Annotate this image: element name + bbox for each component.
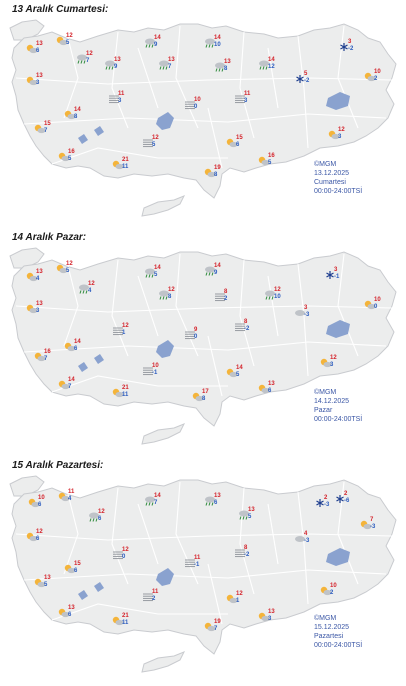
min-temp: 9 [214, 270, 218, 276]
max-temp: 12 [36, 529, 43, 535]
min-temp: 3 [36, 80, 40, 86]
max-temp: 14 [268, 57, 275, 63]
map-credit [314, 160, 362, 196]
max-temp: 16 [68, 149, 75, 155]
max-temp: 14 [214, 35, 221, 41]
forecast-marker [58, 149, 76, 164]
credit-date: 15.12.2025 [314, 624, 350, 631]
max-temp: 10 [330, 583, 337, 589]
max-temp: 14 [74, 107, 81, 113]
max-temp: 14 [154, 35, 161, 41]
forecast-marker [142, 589, 160, 604]
min-temp: 7 [86, 58, 90, 64]
min-temp: 5 [268, 160, 272, 166]
max-temp: 10 [38, 495, 45, 501]
max-temp: 7 [370, 517, 374, 523]
forecast-marker [34, 349, 52, 364]
max-temp: 11 [118, 91, 125, 97]
forecast-marker [258, 381, 276, 396]
forecast-marker [204, 165, 222, 180]
forecast-marker [104, 57, 122, 72]
min-temp: -1 [334, 274, 340, 280]
min-temp: 12 [268, 64, 275, 70]
min-temp: 3 [268, 616, 272, 622]
forecast-marker [184, 555, 202, 570]
max-temp: 14 [154, 493, 161, 499]
min-temp: 5 [68, 156, 72, 162]
min-temp: -6 [344, 498, 350, 504]
max-temp: 13 [224, 59, 231, 65]
min-temp: 6 [74, 346, 78, 352]
forecast-marker [144, 493, 162, 508]
max-temp: 4 [304, 531, 308, 537]
min-temp: -2 [244, 326, 250, 332]
min-temp: 6 [36, 536, 40, 542]
forecast-marker [226, 365, 244, 380]
credit-period: 00:00-24:00TSİ [314, 642, 363, 649]
forecast-marker [64, 107, 82, 122]
cyprus-island [142, 196, 184, 216]
map-credit [314, 614, 362, 650]
min-temp: 1 [236, 598, 240, 604]
forecast-marker [58, 377, 76, 392]
max-temp: 12 [98, 509, 105, 515]
forecast-marker [234, 91, 252, 106]
forecast-panel-2 [0, 228, 406, 456]
min-temp: -3 [370, 524, 376, 530]
credit-day: Pazartesi [314, 633, 344, 640]
max-temp: 13 [114, 57, 121, 63]
max-temp: 15 [74, 561, 81, 567]
max-temp: 10 [152, 363, 159, 369]
forecast-marker [294, 305, 312, 320]
max-temp: 15 [236, 135, 243, 141]
forecast-marker [226, 591, 244, 606]
forecast-marker [142, 135, 160, 150]
max-temp: 2 [324, 495, 328, 501]
forecast-marker [264, 287, 282, 302]
min-temp: 6 [68, 612, 72, 618]
forecast-marker [320, 355, 338, 370]
min-temp: 0 [122, 554, 126, 560]
max-temp: 19 [214, 165, 221, 171]
max-temp: 12 [236, 591, 243, 597]
panel-title: 13 Aralık Cumartesi: [12, 4, 109, 15]
credit-org: ©MGM [314, 161, 337, 168]
max-temp: 14 [154, 265, 161, 271]
forecast-marker [34, 575, 52, 590]
max-temp: 8 [244, 319, 248, 325]
max-temp: 13 [248, 507, 255, 513]
min-temp: 10 [214, 42, 221, 48]
max-temp: 10 [374, 297, 381, 303]
min-temp: 6 [74, 568, 78, 574]
forecast-marker [158, 287, 176, 302]
max-temp: 17 [202, 389, 209, 395]
min-temp: 5 [248, 514, 252, 520]
min-temp: -3 [324, 502, 330, 508]
max-temp: 12 [338, 127, 345, 133]
forecast-panel-3 [0, 456, 406, 684]
max-temp: 10 [374, 69, 381, 75]
max-temp: 15 [44, 121, 51, 127]
forecast-marker [364, 297, 382, 312]
min-temp: 2 [330, 590, 334, 596]
max-temp: 13 [268, 381, 275, 387]
max-temp: 10 [194, 97, 201, 103]
min-temp: 4 [36, 276, 40, 282]
min-temp: 6 [236, 142, 240, 148]
forecast-marker [328, 127, 346, 142]
min-temp: 9 [154, 42, 158, 48]
forecast-marker [26, 41, 44, 56]
min-temp: 10 [274, 294, 281, 300]
forecast-marker [324, 267, 342, 282]
max-temp: 11 [152, 589, 159, 595]
forecast-marker [234, 319, 252, 334]
max-temp: 11 [68, 489, 75, 495]
forecast-marker [294, 531, 312, 546]
min-temp: 6 [214, 500, 218, 506]
forecast-marker [64, 561, 82, 576]
min-temp: -2 [304, 78, 310, 84]
forecast-marker [76, 51, 94, 66]
credit-date: 14.12.2025 [314, 398, 350, 405]
forecast-marker [88, 509, 106, 524]
min-temp: 7 [168, 64, 172, 70]
min-temp: 5 [44, 582, 48, 588]
max-temp: 12 [86, 51, 93, 57]
forecast-marker [112, 323, 130, 338]
forecast-marker [258, 153, 276, 168]
forecast-marker [34, 121, 52, 136]
max-temp: 13 [36, 301, 43, 307]
min-temp: 3 [338, 134, 342, 140]
forecast-marker [258, 609, 276, 624]
min-temp: 3 [244, 98, 248, 104]
min-temp: 5 [66, 268, 70, 274]
forecast-marker [226, 135, 244, 150]
forecast-marker [142, 363, 160, 378]
forecast-marker [238, 507, 256, 522]
min-temp: 3 [36, 308, 40, 314]
turkey-map [8, 246, 400, 456]
max-temp: 2 [344, 491, 348, 497]
forecast-marker [26, 301, 44, 316]
forecast-marker [158, 57, 176, 72]
forecast-marker [184, 97, 202, 112]
min-temp: 0 [194, 104, 198, 110]
forecast-marker [112, 613, 130, 628]
forecast-marker [58, 489, 76, 504]
max-temp: 14 [236, 365, 243, 371]
max-temp: 5 [304, 71, 308, 77]
min-temp: 7 [44, 356, 48, 362]
max-temp: 12 [66, 261, 73, 267]
forecast-marker [234, 545, 252, 560]
max-temp: 13 [268, 609, 275, 615]
max-temp: 12 [274, 287, 281, 293]
min-temp: -1 [152, 370, 158, 376]
max-temp: 16 [268, 153, 275, 159]
min-temp: 4 [88, 288, 92, 294]
forecast-marker [58, 605, 76, 620]
max-temp: 13 [68, 605, 75, 611]
cyprus-island [142, 424, 184, 444]
forecast-marker [56, 261, 74, 276]
max-temp: 12 [122, 323, 129, 329]
forecast-marker [320, 583, 338, 598]
credit-period: 00:00-24:00TSİ [314, 188, 363, 195]
min-temp: 4 [68, 496, 72, 502]
max-temp: 12 [66, 33, 73, 39]
min-temp: 8 [74, 114, 78, 120]
turkey-map [8, 474, 400, 684]
max-temp: 14 [68, 377, 75, 383]
max-temp: 11 [194, 555, 201, 561]
max-temp: 3 [334, 267, 338, 273]
min-temp: 1 [122, 330, 126, 336]
max-temp: 13 [36, 73, 43, 79]
max-temp: 8 [224, 289, 228, 295]
min-temp: 7 [44, 128, 48, 134]
forecast-marker [360, 517, 378, 532]
forecast-marker [338, 39, 356, 54]
max-temp: 13 [36, 41, 43, 47]
min-temp: 3 [330, 362, 334, 368]
min-temp: -2 [244, 552, 250, 558]
forecast-marker [204, 35, 222, 50]
panel-title: 15 Aralık Pazartesi: [12, 460, 104, 471]
min-temp: 7 [214, 626, 218, 632]
max-temp: 9 [194, 327, 198, 333]
max-temp: 3 [304, 305, 308, 311]
forecast-marker [204, 619, 222, 634]
cyprus-island [142, 652, 184, 672]
forecast-marker [112, 157, 130, 172]
forecast-marker [26, 269, 44, 284]
map-credit [314, 388, 362, 424]
min-temp: 8 [214, 172, 218, 178]
credit-org: ©MGM [314, 615, 337, 622]
min-temp: 8 [202, 396, 206, 402]
max-temp: 12 [152, 135, 159, 141]
min-temp: -3 [304, 312, 310, 318]
credit-day: Cumartesi [314, 179, 346, 186]
min-temp: 8 [168, 294, 172, 300]
max-temp: 16 [44, 349, 51, 355]
credit-date: 13.12.2025 [314, 170, 350, 177]
max-temp: 12 [168, 287, 175, 293]
forecast-marker [294, 71, 312, 86]
forecast-marker [314, 495, 332, 510]
forecast-marker [192, 389, 210, 404]
max-temp: 14 [74, 339, 81, 345]
min-temp: 6 [36, 48, 40, 54]
min-temp: 5 [66, 40, 70, 46]
max-temp: 3 [348, 39, 352, 45]
min-temp: 3 [118, 98, 122, 104]
max-temp: 13 [36, 269, 43, 275]
max-temp: 21 [122, 385, 129, 391]
min-temp: 11 [122, 620, 129, 626]
min-temp: 2 [374, 76, 378, 82]
forecast-marker [214, 59, 232, 74]
min-temp: 5 [154, 272, 158, 278]
forecast-marker [214, 289, 232, 304]
turkey-map [8, 18, 400, 228]
min-temp: 2 [224, 296, 228, 302]
forecast-marker [144, 265, 162, 280]
min-temp: -1 [194, 562, 200, 568]
min-temp: 9 [114, 64, 118, 70]
min-temp: 0 [374, 304, 378, 310]
forecast-marker [364, 69, 382, 84]
forecast-marker [78, 281, 96, 296]
min-temp: 8 [224, 66, 228, 72]
forecast-marker [64, 339, 82, 354]
max-temp: 12 [122, 547, 129, 553]
forecast-marker [184, 327, 202, 342]
forecast-marker [144, 35, 162, 50]
credit-day: Pazar [314, 407, 333, 414]
min-temp: 7 [68, 384, 72, 390]
min-temp: 11 [122, 392, 129, 398]
forecast-marker [56, 33, 74, 48]
forecast-marker [26, 529, 44, 544]
forecast-marker [28, 495, 46, 510]
forecast-marker [112, 385, 130, 400]
forecast-marker [112, 547, 130, 562]
forecast-marker [108, 91, 126, 106]
forecast-marker [258, 57, 276, 72]
min-temp: -2 [348, 46, 354, 52]
forecast-panel-1 [0, 0, 406, 228]
min-temp: 7 [154, 500, 158, 506]
panel-title: 14 Aralık Pazar: [12, 232, 87, 243]
min-temp: -3 [304, 538, 310, 544]
credit-period: 00:00-24:00TSİ [314, 416, 363, 423]
min-temp: 6 [98, 516, 102, 522]
min-temp: 6 [38, 502, 42, 508]
min-temp: 11 [122, 164, 129, 170]
max-temp: 19 [214, 619, 221, 625]
forecast-marker [204, 493, 222, 508]
forecast-marker [204, 263, 222, 278]
min-temp: 2 [152, 596, 156, 602]
min-temp: 0 [194, 334, 198, 340]
min-temp: 5 [236, 372, 240, 378]
min-temp: 5 [152, 142, 156, 148]
max-temp: 13 [214, 493, 221, 499]
max-temp: 12 [88, 281, 95, 287]
max-temp: 21 [122, 157, 129, 163]
min-temp: 6 [268, 388, 272, 394]
forecast-marker [334, 491, 352, 506]
max-temp: 8 [244, 545, 248, 551]
max-temp: 13 [168, 57, 175, 63]
max-temp: 13 [44, 575, 51, 581]
max-temp: 11 [244, 91, 251, 97]
max-temp: 21 [122, 613, 129, 619]
forecast-marker [26, 73, 44, 88]
max-temp: 14 [214, 263, 221, 269]
credit-org: ©MGM [314, 389, 337, 396]
max-temp: 12 [330, 355, 337, 361]
